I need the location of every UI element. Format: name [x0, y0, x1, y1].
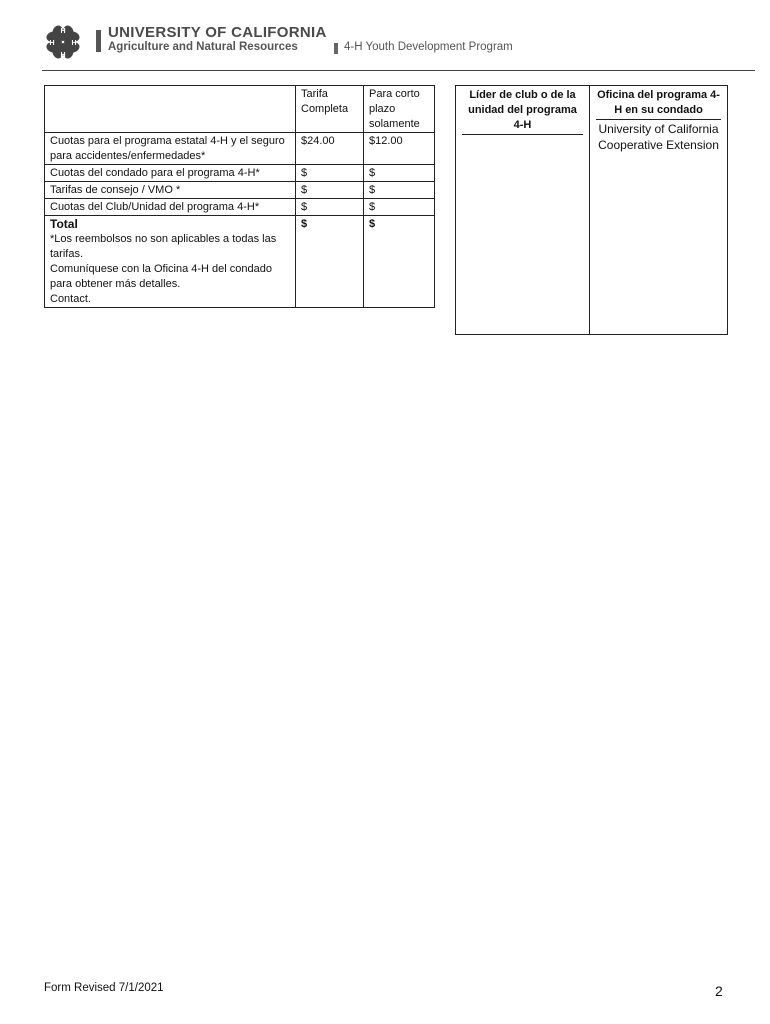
short-term-value: $ — [364, 199, 435, 216]
table-row — [45, 165, 435, 182]
4h-clover-logo — [40, 20, 86, 64]
office-name: University of California Cooperative Extension — [598, 122, 719, 152]
contact-text: Contact. — [50, 293, 91, 305]
total-full-value: $ — [296, 216, 364, 308]
table-header-row — [45, 86, 435, 133]
row-label: Cuotas del Club/Unidad del programa 4-H* — [45, 199, 296, 216]
org-subtitle: Agriculture and Natural Resources — [108, 41, 298, 53]
header-cell-short-term: Para corto plazo solamente — [364, 86, 435, 133]
full-fee-value: $ — [296, 182, 364, 199]
row-label: Cuotas para el programa estatal 4-H y el seguro para accidentes/enfermedades* — [45, 133, 296, 165]
header-rule — [42, 70, 755, 71]
leader-heading: Líder de club o de la unidad del programa 4-H — [462, 88, 583, 135]
header-cell-blank — [45, 86, 296, 133]
form-revised-date: Form Revised 7/1/2021 — [44, 982, 164, 994]
table-row — [45, 182, 435, 199]
svg-text:H: H — [49, 40, 55, 47]
table-row — [45, 133, 435, 165]
office-heading: Oficina del programa 4-H en su condado — [596, 88, 721, 120]
total-cell — [45, 216, 296, 308]
short-term-value: $ — [364, 165, 435, 182]
header-divider-bar — [96, 30, 101, 52]
org-title: UNIVERSITY OF CALIFORNIA — [108, 24, 327, 41]
full-fee-value: $24.00 — [296, 133, 364, 165]
svg-text:H: H — [60, 52, 66, 59]
refund-note: *Los reembolsos no son aplicables a todas las tarifas. — [50, 233, 277, 260]
row-label: Tarifas de consejo / VMO * — [45, 182, 296, 199]
short-term-value: $12.00 — [364, 133, 435, 165]
program-name: 4-H Youth Development Program — [344, 41, 513, 53]
total-row — [45, 216, 435, 308]
table-row — [45, 199, 435, 216]
fees-table — [44, 85, 435, 308]
svg-text:H: H — [71, 40, 77, 47]
full-fee-value: $ — [296, 165, 364, 182]
row-label: Cuotas del condado para el programa 4-H* — [45, 165, 296, 182]
header-cell-full-fee: Tarifa Completa — [296, 86, 364, 133]
short-term-value: $ — [364, 182, 435, 199]
leader-column — [456, 86, 590, 334]
page-number: 2 — [715, 983, 723, 999]
contact-note: Comuníquese con la Oficina 4-H del condado para obtener más detalles. — [50, 263, 272, 290]
contacts-box — [455, 85, 728, 335]
total-short-value: $ — [364, 216, 435, 308]
full-fee-value: $ — [296, 199, 364, 216]
office-column — [590, 86, 727, 334]
program-divider-bar — [334, 43, 338, 54]
total-label: Total — [50, 217, 78, 231]
svg-text:H: H — [60, 28, 66, 35]
